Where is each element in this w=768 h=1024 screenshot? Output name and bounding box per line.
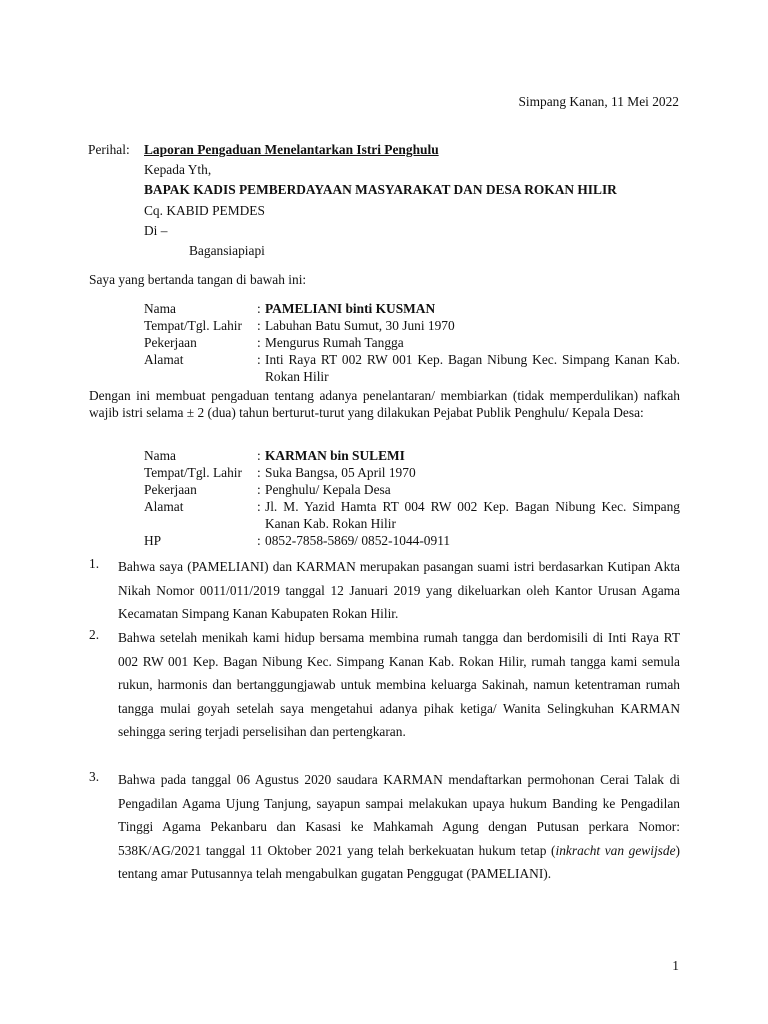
point-text: Bahwa saya (PAMELIANI) dan KARMAN merupakan pasangan suami istri berdasarkan Kutipan Akta Nikah Nomor 0011/011/2019 tanggal 12 Januari 2019 yang dikeluarkan oleh Kantor Urusan Agama Kecamatan Simpang Kanan Kabupaten Rokan Hilir. (118, 559, 680, 621)
field-row-alamat (144, 351, 680, 385)
field-row-ttl (144, 317, 680, 334)
intro-text: Saya yang bertanda tangan di bawah ini: (89, 272, 307, 287)
perihal-label: Perihal: (88, 142, 130, 157)
field-label: Pekerjaan (144, 335, 197, 350)
respondent-phone: 0852-7858-5869/ 0852-1044-0911 (265, 533, 451, 548)
field-label: Alamat (144, 499, 184, 514)
complainant-details (144, 300, 680, 385)
recipient-greeting: Kepada Yth, (144, 162, 212, 177)
respondent-address: Jl. M. Yazid Hamta RT 004 RW 002 Kep. Bagan Nibung Kec. Simpang Kanan Kab. Rokan Hilir (265, 499, 680, 531)
recipient-cq: Cq. KABID PEMDES (144, 203, 265, 218)
respondent-details (144, 447, 680, 549)
field-colon: : (257, 318, 261, 333)
point-item (89, 626, 680, 744)
respondent-name: KARMAN bin SULEMI (265, 448, 405, 463)
point-text-part: Bahwa pada tanggal 06 Agustus 2020 saudara KARMAN mendaftarkan permohonan Cerai Talak di Pengadilan Agama Ujung Tanjung, sayapun sampai melakukan upaya hukum Banding ke Pengadilan Tinggi Agama Pekanbaru dan Kasasi ke Mahkamah Agung dengan Putusan perkara Nomor: 538K/AG/2021 tanggal 11 Oktober 2021 yang telah berkekuatan hukum tetap ( (118, 772, 680, 858)
page-number: 1 (672, 958, 679, 973)
complainant-birth: Labuhan Batu Sumut, 30 Juni 1970 (265, 318, 455, 333)
field-label: Nama (144, 448, 176, 463)
field-colon: : (257, 335, 261, 350)
point-text: Bahwa setelah menikah kami hidup bersama membina rumah tangga dan berdomisili di Inti Raya RT 002 RW 001 Kep. Bagan Nibung Kec. Simpang Kanan Kab. Rokan Hilir, rumah tangga kami semula rukun, harmonis dan bertanggungjawab untuk membina keluarga Sakinah, namun ketentraman rumah tangga mulai goyah setelah saya mengetahui adanya pihak ketiga/ Wanita Selingkuhan KARMAN sehingga sering terjadi perselisihan dan pertengkaran. (118, 630, 680, 739)
point-item (89, 768, 680, 886)
complaint-statement: Dengan ini membuat pengaduan tentang adanya penelantaran/ membiarkan (tidak memperdulikan) nafkah wajib istri selama ± 2 (dua) tahun berturut-turut yang dilakukan Pejabat Publik Penghulu/ Kepala Desa: (89, 388, 680, 420)
field-row-nama (144, 447, 680, 464)
recipient-di: Di – (144, 223, 168, 238)
field-colon: : (257, 352, 261, 367)
point-text-part: ) tentang amar Putusannya telah mengabulkan gugatan Penggugat (PAMELIANI). (118, 842, 680, 881)
field-row-nama (144, 300, 680, 317)
letter-date: Simpang Kanan, 11 Mei 2022 (518, 94, 679, 109)
field-colon: : (257, 448, 261, 463)
field-colon: : (257, 465, 261, 480)
recipient-name: BAPAK KADIS PEMBERDAYAAN MASYARAKAT DAN DESA ROKAN HILIR (144, 182, 617, 197)
field-colon: : (257, 533, 261, 548)
point-number: 2. (89, 627, 100, 642)
point-number: 3. (89, 769, 100, 784)
respondent-birth: Suka Bangsa, 05 April 1970 (265, 465, 416, 480)
complainant-name: PAMELIANI binti KUSMAN (265, 301, 436, 316)
point-text (118, 768, 680, 886)
point-item (89, 555, 680, 626)
point-number: 1. (89, 556, 100, 571)
field-label: Pekerjaan (144, 482, 197, 497)
recipient-city: Bagansiapiapi (189, 243, 265, 258)
point-text-italic: inkracht van gewijsde (555, 842, 676, 858)
field-row-ttl (144, 464, 680, 481)
letter-subject: Laporan Pengaduan Menelantarkan Istri Penghulu (144, 142, 439, 157)
field-row-hp (144, 532, 680, 549)
field-label: Tempat/Tgl. Lahir (144, 465, 242, 480)
field-colon: : (257, 482, 261, 497)
field-label: Nama (144, 301, 176, 316)
field-row-pekerjaan (144, 334, 680, 351)
field-label: HP (144, 533, 162, 548)
field-label: Alamat (144, 352, 184, 367)
respondent-occupation: Penghulu/ Kepala Desa (265, 482, 391, 497)
field-row-pekerjaan (144, 481, 680, 498)
field-label: Tempat/Tgl. Lahir (144, 318, 242, 333)
field-row-alamat (144, 498, 680, 532)
complainant-occupation: Mengurus Rumah Tangga (265, 335, 404, 350)
complainant-address: Inti Raya RT 002 RW 001 Kep. Bagan Nibung Kec. Simpang Kanan Kab. Rokan Hilir (265, 352, 680, 384)
field-colon: : (257, 301, 261, 316)
subject-line (88, 141, 439, 158)
field-colon: : (257, 499, 261, 514)
